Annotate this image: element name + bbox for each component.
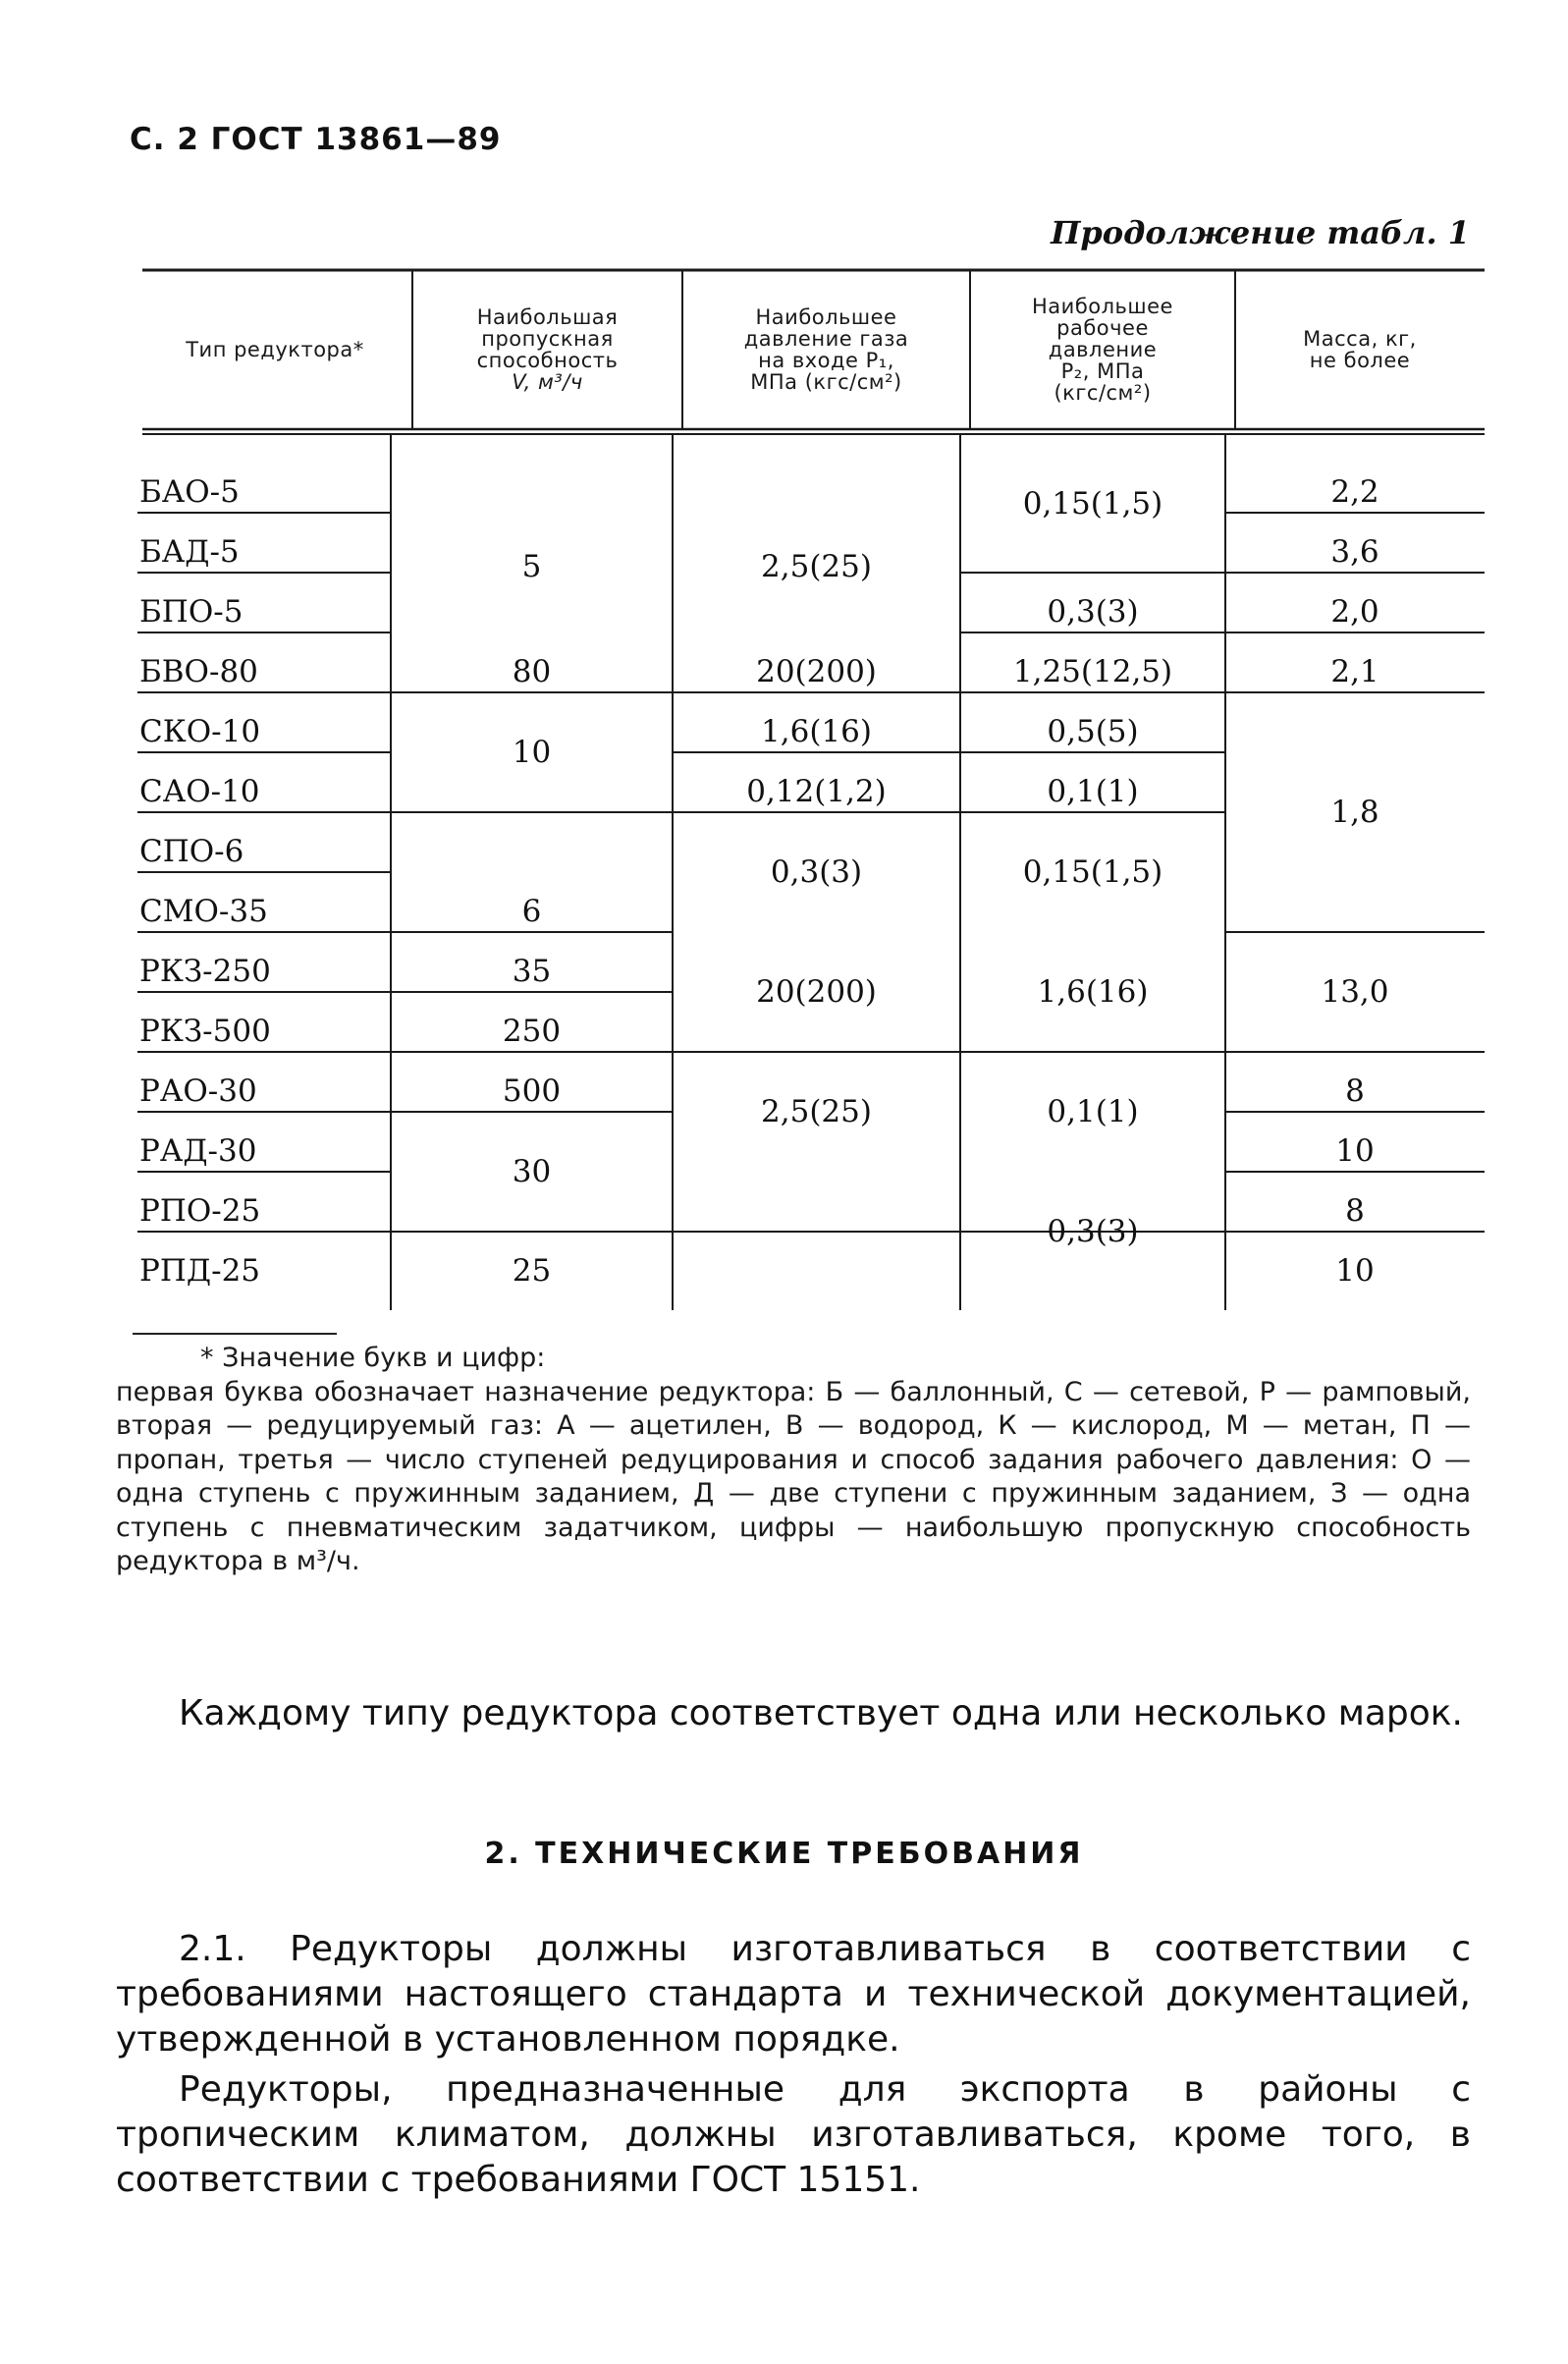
header-working-line: Наибольшее	[1032, 295, 1173, 318]
table-cell-mass: 2,1	[1330, 653, 1379, 689]
reducer-table	[137, 265, 1485, 1310]
footnote-text: первая буква обозначает назначение редуктора: Б — баллонный, С — сетевой, Р — рамповый, вторая — редуцируемый газ: А — ацетилен, В — водород, К — кислород, М — метан, П — пропан, третья — число ступеней редуцирования и способ задания рабочего давления: О — одна ступень с пружинным заданием, Д — две ступени с пружинным заданием, З — одна ступень с пневматическим задатчиком, цифры — наибольшую пропускную способность редуктора в м³/ч.	[116, 1376, 1471, 1576]
table-cell-mass: 2,0	[1330, 593, 1379, 630]
table-cell-mass: 13,0	[1321, 974, 1389, 1010]
paragraph-2-1	[116, 1927, 1471, 2062]
table-cell-mass: 8	[1345, 1192, 1365, 1229]
header-inlet-pressure	[682, 270, 970, 429]
header-working-line: (кгс/см²)	[1054, 381, 1152, 405]
header-capacity-line: V, м³/ч	[512, 370, 583, 394]
paragraph-2-1-text: 2.1. Редукторы должны изготавливаться в соответствии с требованиями настоящего стандарта и технической документацией, утвержденной в установленном порядке.	[116, 1929, 1471, 2060]
table-cell-working-pressure: 0,15(1,5)	[1022, 485, 1163, 522]
table-cell-working-pressure: 1,6(16)	[1037, 974, 1149, 1010]
table-cell-inlet-pressure: 0,3(3)	[770, 854, 863, 890]
header-capacity-line: Наибольшая	[476, 305, 619, 329]
table-cell-capacity: 500	[502, 1072, 562, 1109]
table-cell-mass: 3,6	[1330, 533, 1379, 570]
table-cell-mass: 10	[1335, 1252, 1375, 1289]
table-cell-mass: 1,8	[1330, 795, 1379, 830]
table-cell-capacity: 30	[512, 1154, 552, 1189]
table-cell-type: РКЗ-500	[139, 1013, 271, 1049]
header-capacity-line: способность	[476, 349, 619, 372]
header-type: Тип редуктора*	[186, 338, 364, 361]
section-heading: 2. ТЕХНИЧЕСКИЕ ТРЕБОВАНИЯ	[484, 1837, 1084, 1871]
table-cell-inlet-pressure: 1,6(16)	[761, 713, 872, 749]
header-capacity-line: пропускная	[481, 327, 614, 351]
table-footnote	[116, 1342, 1471, 1579]
table-cell-type: СПО-6	[139, 833, 244, 869]
table-cell-working-pressure: 0,1(1)	[1047, 1094, 1139, 1129]
header-inlet-line: МПа (кгс/см²)	[750, 370, 902, 394]
table-cell-inlet-pressure: 20(200)	[756, 653, 877, 689]
header-capacity	[412, 270, 682, 429]
table-cell-working-pressure: 0,5(5)	[1047, 713, 1139, 749]
table-cell-type: РАО-30	[139, 1072, 257, 1109]
header-inlet-line: Наибольшее	[755, 305, 897, 329]
table-cell-type: СМО-35	[139, 893, 268, 929]
table-cell-type: БПО-5	[139, 593, 243, 630]
table-cell-type: РПО-25	[139, 1192, 261, 1229]
table-cell-inlet-pressure: 2,5(25)	[761, 1094, 872, 1129]
table-cell-capacity: 35	[512, 953, 552, 989]
table-cell-type: РПД-25	[139, 1252, 261, 1289]
table-cell-capacity: 250	[502, 1013, 562, 1049]
table-cell-capacity: 25	[512, 1253, 552, 1289]
header-inlet-line: давление газа	[743, 327, 909, 351]
header-working-pressure	[970, 270, 1235, 429]
table-cell-inlet-pressure: 2,5(25)	[761, 548, 872, 584]
table-cell-type: САО-10	[139, 773, 260, 809]
table-cell-working-pressure: 0,3(3)	[1047, 1214, 1139, 1249]
table-cell-working-pressure: 0,1(1)	[1047, 773, 1139, 809]
page-header: С. 2 ГОСТ 13861—89	[130, 122, 502, 157]
header-inlet-line: на входе P₁,	[758, 349, 894, 372]
table-cell-capacity: 10	[512, 735, 552, 770]
table-cell-working-pressure: 1,25(12,5)	[1012, 653, 1173, 689]
table-cell-capacity: 5	[521, 548, 542, 584]
table-cell-inlet-pressure: 0,12(1,2)	[746, 773, 887, 809]
table-cell-mass: 2,2	[1330, 473, 1379, 510]
footnote-divider	[133, 1333, 337, 1335]
table-cell-mass: 8	[1345, 1072, 1365, 1109]
header-working-line: рабочее	[1056, 316, 1149, 340]
table-cell-type: БАО-5	[139, 473, 240, 510]
table-cell-type: БАД-5	[139, 533, 240, 570]
table-cell-working-pressure: 0,15(1,5)	[1022, 854, 1163, 890]
table-continuation-label: Продолжение табл. 1	[1051, 214, 1470, 251]
header-working-line: P₂, МПа	[1060, 359, 1145, 383]
table-cell-type: БВО-80	[139, 653, 258, 689]
header-mass	[1235, 270, 1485, 429]
table-cell-mass: 10	[1335, 1132, 1375, 1169]
paragraph-marks-text: Каждому типу редуктора соответствует одна или несколько марок.	[179, 1693, 1463, 1733]
table-cell-working-pressure: 0,3(3)	[1047, 593, 1139, 630]
table-cell-capacity: 80	[512, 653, 552, 689]
paragraph-export	[116, 2067, 1471, 2203]
table-cell-type: РАД-30	[139, 1132, 257, 1169]
table-cell-capacity: 6	[521, 893, 542, 929]
paragraph-export-text: Редукторы, предназначенные для экспорта в районы с тропическим климатом, должны изготавливаться, кроме того, в соответствии с требованиями ГОСТ 15151.	[116, 2069, 1471, 2200]
table-cell-type: РКЗ-250	[139, 953, 271, 989]
table-cell-type: СКО-10	[139, 713, 261, 749]
header-mass-line: не более	[1309, 349, 1411, 372]
header-working-line: давление	[1048, 338, 1158, 361]
header-mass-line: Масса, кг,	[1303, 327, 1417, 351]
table-cell-inlet-pressure: 20(200)	[756, 974, 877, 1010]
paragraph-marks	[116, 1691, 1471, 1736]
footnote-title: * Значение букв и цифр:	[200, 1343, 546, 1373]
